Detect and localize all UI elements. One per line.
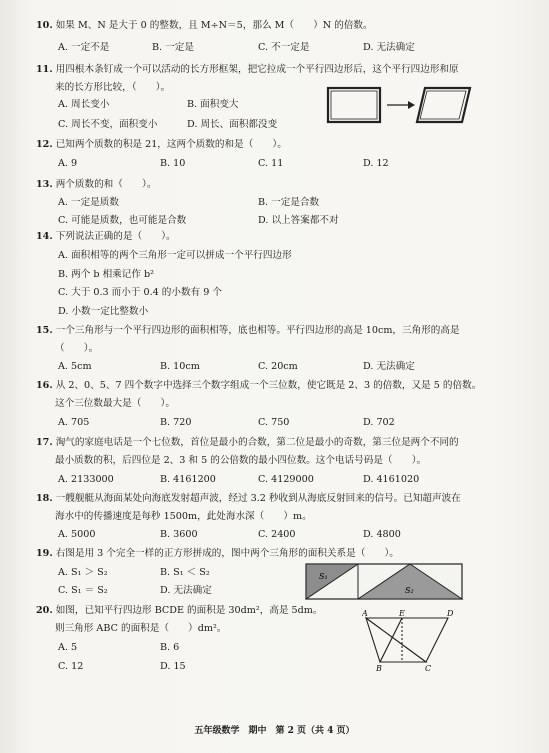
question-16-line-2: 这个三位数最大是（ ）。 (55, 398, 175, 409)
question-17: 17. 淘气的家庭电话是一个七位数，首位是最小的合数，第二位是最小的奇数，第三位是两个不同的 (36, 437, 459, 448)
q20-option-b: B. 6 (160, 642, 180, 653)
q15-option-c: C. 20cm (258, 361, 298, 372)
q13-option-c: C. 可能是质数，也可能是合数 (58, 215, 187, 226)
q11-option-c: C. 周长不变，面积变小 (58, 119, 158, 130)
q11-option-a: A. 周长变小 (58, 99, 110, 110)
q18-option-b: B. 3600 (160, 529, 198, 540)
question-11-line-2: 来的长方形比较，（ ）。 (55, 82, 171, 93)
question-20-line-2: 则三角形 ABC 的面积是（ ）dm²。 (55, 623, 227, 634)
parallelogram-bcde (380, 618, 448, 662)
q16-option-b: B. 720 (160, 417, 192, 428)
label-b: B (376, 664, 382, 672)
q19-option-b: B. S₁ ＜ S₂ (160, 567, 210, 578)
q11-option-d: D. 周长、面积都没变 (187, 119, 278, 130)
q16-option-a: A. 705 (58, 417, 90, 428)
q10-option-b: B. 一定是 (152, 42, 194, 53)
q17-option-d: D. 4161020 (363, 474, 420, 485)
q20-option-c: C. 12 (58, 661, 84, 672)
question-17-line-2: 最小质数的积，后四位是 2、3 和 5 的公倍数的最小四位数。这个电话号码是（ ）。 (55, 455, 427, 466)
label-e: E (399, 610, 405, 618)
q12-option-d: D. 12 (363, 158, 389, 169)
q11-option-b: B. 面积变大 (187, 99, 239, 110)
parallelogram-frame (417, 88, 470, 122)
q15-option-d: D. 无法确定 (363, 361, 415, 372)
q12-option-c: C. 11 (258, 158, 284, 169)
q13-option-b: B. 一定是合数 (258, 197, 320, 208)
question-12: 12. 已知两个质数的积是 21，这两个质数的和是（ ）。 (36, 139, 287, 150)
q14-option-d: D. 小数一定比整数小 (58, 306, 149, 317)
q13-option-d: D. 以上答案都不对 (258, 215, 339, 226)
page-footer: 五年级数学 期中 第 2 页（共 4 页） (194, 726, 355, 736)
q15-option-a: A. 5cm (58, 361, 92, 372)
q12-option-a: A. 9 (58, 158, 78, 169)
q19-option-d: D. 无法确定 (160, 585, 212, 596)
q10-option-a: A. 一定不是 (58, 42, 110, 53)
label-s2: S₂ (405, 586, 414, 595)
parallelogram-figure (362, 610, 462, 672)
question-19: 19. 右图是用 3 个完全一样的正方形拼成的，图中两个三角形的面积关系是（ ）。 (36, 548, 399, 559)
frame-figure (325, 84, 473, 128)
label-c: C (425, 664, 432, 672)
q14-option-c: C. 大于 0.3 而小于 0.4 的小数有 9 个 (58, 287, 222, 298)
question-13: 13. 两个质数的和（ ）。 (36, 179, 157, 190)
question-15: 15. 一个三角形与一个平行四边形的面积相等，底也相等。平行四边形的高是 10cm，三角形的高是 (36, 325, 460, 336)
question-10: 10. 如果 M、N 是大于 0 的整数，且 M÷N＝5，那么 M（ ）N 的倍数。 (36, 20, 373, 31)
q12-option-b: B. 10 (160, 158, 186, 169)
q10-option-d: D. 无法确定 (363, 42, 415, 53)
q16-option-c: C. 750 (258, 417, 290, 428)
question-11: 11. 用四根木条钉成一个可以活动的长方形框架，把它拉成一个平行四边形后，这个平行四边形和原 (36, 64, 459, 75)
question-18-line-2: 海水中的传播速度是每秒 1500m，此处海水深（ ）m。 (55, 511, 312, 522)
q17-option-c: C. 4129000 (258, 474, 314, 485)
question-14: 14. 下列说法正确的是（ ）。 (36, 231, 176, 242)
q18-option-a: A. 5000 (58, 529, 96, 540)
question-15-line-2: （ ）。 (55, 343, 99, 354)
question-16: 16. 从 2、0、5、7 四个数字中选择三个数字组成一个三位数，使它既是 2、3 的倍数，又是 5 的倍数。 (36, 380, 482, 391)
q13-option-a: A. 一定是质数 (58, 197, 119, 208)
q19-option-a: A. S₁ ＞ S₂ (58, 567, 108, 578)
q15-option-b: B. 10cm (160, 361, 200, 372)
q19-option-c: C. S₁ ＝ S₂ (58, 585, 108, 596)
label-a: A (362, 610, 368, 618)
q16-option-d: D. 702 (363, 417, 395, 428)
q17-option-a: A. 2133000 (58, 474, 114, 485)
label-d: D (447, 610, 454, 618)
q20-option-d: D. 15 (160, 661, 186, 672)
q18-option-c: C. 2400 (258, 529, 296, 540)
question-20: 20. 如图，已知平行四边形 BCDE 的面积是 30dm²，高是 5dm。 (36, 605, 323, 616)
q10-option-c: C. 不一定是 (258, 42, 310, 53)
q14-option-a: A. 面积相等的两个三角形一定可以拼成一个平行四边形 (58, 250, 292, 261)
q20-option-a: A. 5 (58, 642, 78, 653)
rectangle-frame (328, 88, 380, 122)
q18-option-d: D. 4800 (363, 529, 401, 540)
q14-option-b: B. 两个 b 相乘记作 b² (58, 269, 154, 280)
label-s1: S₁ (319, 572, 328, 581)
squares-figure (305, 563, 465, 601)
arrow-icon (387, 101, 415, 109)
question-18: 18. 一艘舰艇从海面某处向海底发射超声波，经过 3.2 秒收到从海底反射回来的信号。已知超声波在 (36, 493, 461, 504)
q17-option-b: B. 4161200 (160, 474, 216, 485)
